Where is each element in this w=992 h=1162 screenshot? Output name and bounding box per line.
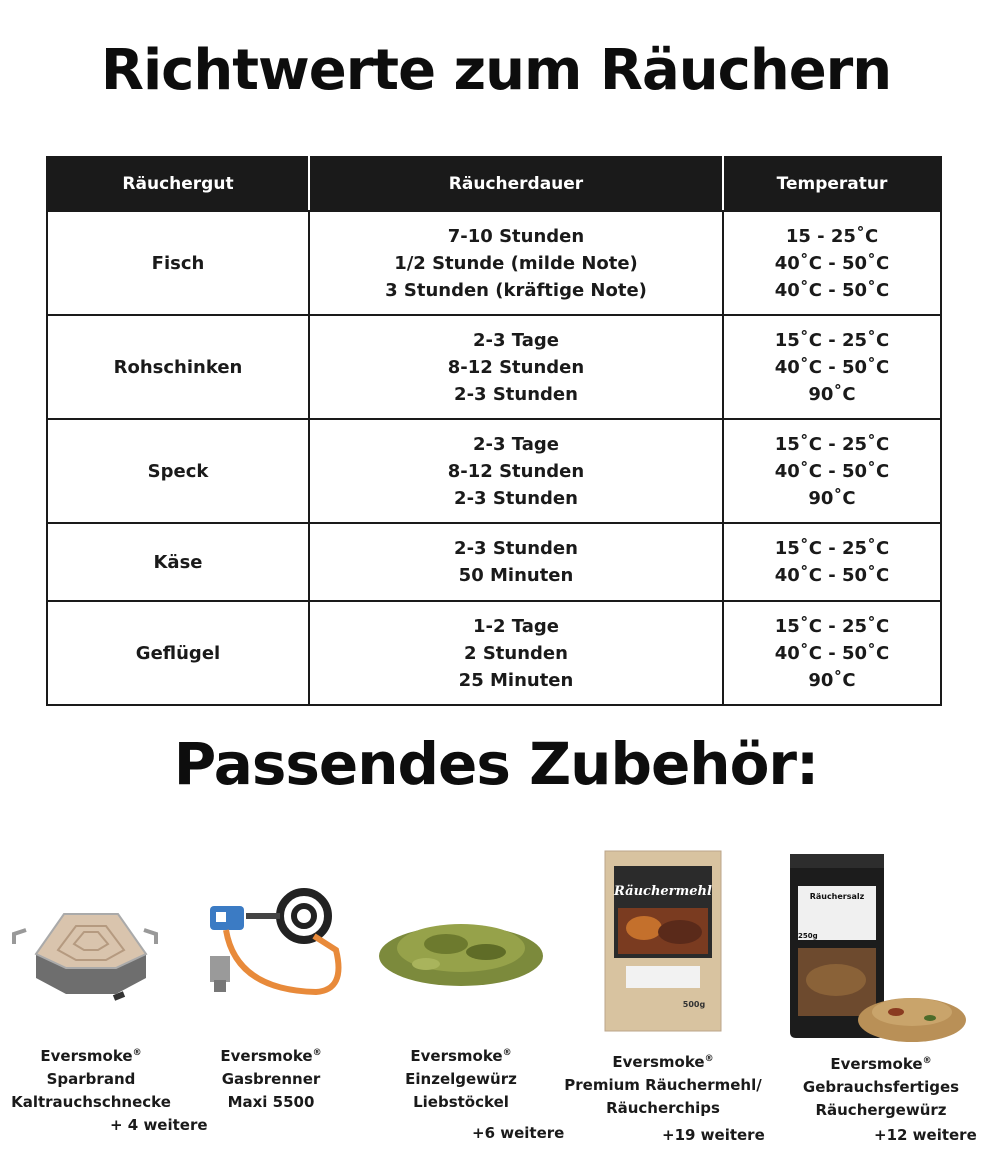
row-temp: [723, 315, 941, 419]
temp-line: 90˚C: [808, 487, 856, 509]
registered-mark: ®: [312, 1048, 322, 1058]
temp-line: 90˚C: [808, 669, 856, 691]
dauer-line: 2-3 Stunden: [454, 538, 578, 559]
smoking-guide-table: [46, 156, 942, 706]
row-item: Geflügel: [47, 601, 309, 705]
product-name: [386, 1042, 536, 1114]
temp-line: 40˚C - 50˚C: [774, 460, 890, 482]
table-row: [47, 211, 941, 315]
dauer-line: 1-2 Tage: [473, 615, 559, 637]
header-temperatur: Temperatur: [723, 157, 941, 211]
table-header-row: [47, 157, 941, 211]
dauer-line: 3 Stunden (kräftige Note): [385, 279, 647, 301]
accessories-title: Passendes Zubehör:: [173, 730, 819, 798]
package-weight: 500g: [682, 1000, 706, 1009]
row-dauer: [309, 601, 723, 705]
registered-mark: ®: [502, 1048, 512, 1058]
product-name: [6, 1042, 176, 1114]
row-temp: [723, 601, 941, 705]
product-brand: Eversmoke: [40, 1047, 133, 1065]
table-row: [47, 315, 941, 419]
dauer-line: 7-10 Stunden: [447, 225, 585, 247]
temp-line: 40˚C - 50˚C: [774, 252, 890, 274]
row-dauer: [309, 211, 723, 315]
dauer-line: 2 Stunden: [464, 642, 568, 664]
product-line: Gasbrenner: [221, 1070, 321, 1088]
product-line: Gebrauchsfertiges: [802, 1078, 960, 1096]
row-dauer: [309, 523, 723, 601]
product-brand: Eversmoke: [220, 1047, 313, 1065]
table-row: [47, 419, 941, 523]
product-line: Sparbrand: [46, 1070, 136, 1088]
temp-line: 15˚C - 25˚C: [774, 433, 890, 455]
row-dauer: [309, 315, 723, 419]
product-card-raeuchermehl[interactable]: [604, 850, 722, 1032]
temp-line: 40˚C - 50˚C: [774, 356, 890, 378]
temp-line: 40˚C - 50˚C: [774, 642, 890, 664]
temp-line: 15˚C - 25˚C: [774, 538, 890, 559]
dauer-line: 8-12 Stunden: [447, 460, 585, 482]
dauer-line: 2-3 Stunden: [454, 487, 578, 509]
temp-line: 15˚C - 25˚C: [774, 615, 890, 637]
product-card-liebstoeckel[interactable]: [376, 912, 546, 992]
more-link[interactable]: + 4 weitere: [110, 1116, 208, 1134]
package-weight: 250g: [798, 932, 818, 940]
product-card-sparbrand[interactable]: [6, 894, 166, 1004]
product-line: Maxi 5500: [227, 1093, 315, 1111]
product-name: [786, 1050, 976, 1122]
registered-mark: ®: [132, 1048, 142, 1058]
herb-pile-icon: [376, 912, 546, 992]
registered-mark: ®: [704, 1054, 714, 1064]
more-link[interactable]: +19 weitere: [662, 1126, 765, 1144]
package-label: Räuchersalz: [809, 892, 865, 901]
row-item: Rohschinken: [47, 315, 309, 419]
row-item: Fisch: [47, 211, 309, 315]
table-row: [47, 523, 941, 601]
product-line: Kaltrauchschnecke: [11, 1093, 171, 1111]
dauer-line: 8-12 Stunden: [447, 356, 585, 378]
header-raeuchergut: Räuchergut: [47, 157, 309, 211]
dauer-line: 2-3 Stunden: [454, 383, 578, 405]
row-dauer: [309, 419, 723, 523]
dauer-line: 1/2 Stunde (milde Note): [394, 252, 638, 274]
page-title: Richtwerte zum Räuchern: [100, 38, 892, 103]
header-raeucherdauer: Räucherdauer: [309, 157, 723, 211]
product-line: Einzelgewürz: [405, 1070, 517, 1088]
product-line: Räuchergewürz: [815, 1101, 947, 1119]
temp-line: 40˚C - 50˚C: [774, 279, 890, 301]
spice-pouch-icon: [784, 852, 970, 1048]
product-line: Premium Räuchermehl/: [564, 1076, 762, 1094]
temp-line: 90˚C: [808, 383, 856, 405]
temp-line: 15˚C - 25˚C: [774, 329, 890, 351]
product-line: Liebstöckel: [413, 1093, 509, 1111]
smoke-generator-icon: [6, 894, 166, 1004]
row-temp: [723, 419, 941, 523]
gas-burner-icon: [196, 880, 356, 1010]
accessories-list: [0, 840, 992, 1162]
product-line: Räucherchips: [606, 1099, 720, 1117]
row-temp: [723, 211, 941, 315]
product-name: [196, 1042, 346, 1114]
product-card-gasbrenner[interactable]: [196, 880, 356, 1010]
registered-mark: ®: [922, 1056, 932, 1066]
dauer-line: 25 Minuten: [458, 669, 574, 691]
dauer-line: 2-3 Tage: [473, 433, 559, 455]
more-link[interactable]: +6 weitere: [472, 1124, 565, 1142]
product-brand: Eversmoke: [410, 1047, 503, 1065]
product-card-raeuchergewuerz[interactable]: [784, 852, 970, 1048]
row-item: Käse: [47, 523, 309, 601]
product-name: [556, 1048, 770, 1120]
table-row: [47, 601, 941, 705]
product-brand: Eversmoke: [612, 1053, 705, 1071]
temp-line: 40˚C - 50˚C: [774, 565, 890, 586]
dauer-line: 2-3 Tage: [473, 329, 559, 351]
package-label: Räuchermehl: [614, 884, 712, 899]
dauer-line: 50 Minuten: [458, 565, 574, 586]
row-item: Speck: [47, 419, 309, 523]
row-temp: [723, 523, 941, 601]
temp-line: 15 - 25˚C: [785, 225, 879, 247]
product-brand: Eversmoke: [830, 1055, 923, 1073]
more-link[interactable]: +12 weitere: [874, 1126, 977, 1144]
